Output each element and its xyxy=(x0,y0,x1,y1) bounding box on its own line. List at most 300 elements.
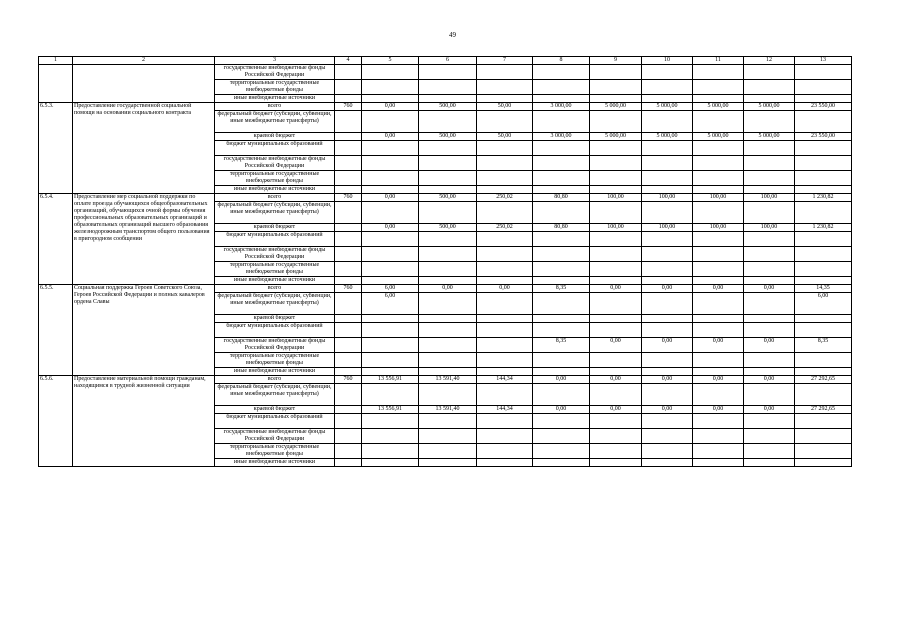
column-number-header: 13 xyxy=(795,57,852,65)
page-number: 49 xyxy=(449,31,456,39)
amount-cell xyxy=(795,247,852,262)
amount-cell xyxy=(642,202,693,224)
amount-cell xyxy=(693,459,744,467)
amount-cell xyxy=(419,384,477,406)
amount-cell: 6,00 xyxy=(362,293,419,315)
amount-cell xyxy=(477,414,533,429)
amount-cell xyxy=(693,95,744,103)
column-number-header: 4 xyxy=(335,57,362,65)
amount-cell: 5 000,00 xyxy=(590,133,642,141)
budget-code xyxy=(335,80,362,95)
amount-cell: 5 000,00 xyxy=(744,103,795,111)
amount-cell: 80,80 xyxy=(533,194,590,202)
amount-cell xyxy=(744,156,795,171)
amount-cell xyxy=(693,202,744,224)
amount-cell xyxy=(693,65,744,80)
amount-cell: 0,00 xyxy=(642,376,693,384)
funding-source: краевой бюджет xyxy=(215,315,335,323)
amount-cell xyxy=(362,141,419,156)
funding-source: территориальные государственные внебюджетные фонды xyxy=(215,80,335,95)
item-number: 6.5.3. xyxy=(39,103,73,194)
column-number-header: 3 xyxy=(215,57,335,65)
amount-cell xyxy=(642,80,693,95)
amount-cell: 100,00 xyxy=(590,224,642,232)
funding-source: территориальные государственные внебюджетные фонды xyxy=(215,353,335,368)
amount-cell: 0,00 xyxy=(693,406,744,414)
amount-cell xyxy=(642,186,693,194)
amount-cell xyxy=(642,293,693,315)
funding-source: краевой бюджет xyxy=(215,224,335,232)
amount-cell xyxy=(693,232,744,247)
amount-cell: 23 550,00 xyxy=(795,103,852,111)
amount-cell xyxy=(795,171,852,186)
amount-cell xyxy=(693,315,744,323)
amount-cell xyxy=(362,80,419,95)
amount-cell xyxy=(419,368,477,376)
amount-cell xyxy=(795,202,852,224)
amount-cell xyxy=(590,323,642,338)
budget-code xyxy=(335,111,362,133)
amount-cell: 8,35 xyxy=(795,338,852,353)
amount-cell xyxy=(744,277,795,285)
amount-cell xyxy=(362,353,419,368)
amount-cell xyxy=(590,368,642,376)
amount-cell xyxy=(744,80,795,95)
amount-cell xyxy=(693,156,744,171)
funding-source: краевой бюджет xyxy=(215,406,335,414)
amount-cell xyxy=(362,323,419,338)
amount-cell xyxy=(693,277,744,285)
amount-cell xyxy=(744,368,795,376)
amount-cell xyxy=(744,323,795,338)
amount-cell: 13 556,91 xyxy=(362,376,419,384)
amount-cell: 3 000,00 xyxy=(533,133,590,141)
amount-cell xyxy=(693,262,744,277)
amount-cell xyxy=(419,429,477,444)
amount-cell xyxy=(533,368,590,376)
amount-cell xyxy=(362,232,419,247)
funding-source: федеральный бюджет (субсидии, субвенции, иные межбюджетные трансферты) xyxy=(215,384,335,406)
amount-cell: 500,00 xyxy=(419,133,477,141)
amount-cell xyxy=(590,202,642,224)
amount-cell xyxy=(419,156,477,171)
amount-cell xyxy=(477,384,533,406)
amount-cell: 5 000,00 xyxy=(693,133,744,141)
amount-cell xyxy=(590,65,642,80)
item-number: 6.5.6. xyxy=(39,376,73,467)
budget-code xyxy=(335,338,362,353)
amount-cell: 8,35 xyxy=(533,338,590,353)
amount-cell xyxy=(590,95,642,103)
amount-cell: 5 000,00 xyxy=(693,103,744,111)
amount-cell: 0,00 xyxy=(362,133,419,141)
budget-code xyxy=(335,277,362,285)
item-name: Предоставление мер социальной поддержки по оплате проезда обучающихся общеобразовательных организаций, обучающихся очной формы обучения профессиональных образовательных организаций и образовательных организаций высшего образования железнодорожным транспортом общего пользования в пригородном сообщении xyxy=(73,194,215,285)
amount-cell: 0,00 xyxy=(642,338,693,353)
amount-cell xyxy=(693,80,744,95)
budget-code xyxy=(335,133,362,141)
amount-cell: 0,00 xyxy=(744,376,795,384)
amount-cell xyxy=(795,156,852,171)
amount-cell xyxy=(533,186,590,194)
amount-cell: 0,00 xyxy=(590,338,642,353)
amount-cell xyxy=(590,315,642,323)
program-finance-table xyxy=(38,56,852,467)
column-number-header: 5 xyxy=(362,57,419,65)
amount-cell xyxy=(419,171,477,186)
amount-cell: 14,35 xyxy=(795,285,852,293)
amount-cell: 0,00 xyxy=(693,285,744,293)
amount-cell xyxy=(533,202,590,224)
amount-cell xyxy=(795,95,852,103)
budget-code: 760 xyxy=(335,103,362,111)
amount-cell xyxy=(590,414,642,429)
amount-cell xyxy=(533,171,590,186)
amount-cell: 1 230,82 xyxy=(795,194,852,202)
amount-cell: 100,00 xyxy=(693,194,744,202)
amount-cell xyxy=(795,111,852,133)
amount-cell xyxy=(642,171,693,186)
amount-cell xyxy=(693,353,744,368)
amount-cell: 0,00 xyxy=(744,285,795,293)
amount-cell xyxy=(642,65,693,80)
amount-cell xyxy=(590,111,642,133)
amount-cell xyxy=(642,384,693,406)
budget-code xyxy=(335,429,362,444)
amount-cell xyxy=(795,80,852,95)
amount-cell xyxy=(744,384,795,406)
amount-cell: 13 556,91 xyxy=(362,406,419,414)
amount-cell xyxy=(533,429,590,444)
amount-cell xyxy=(590,384,642,406)
amount-cell xyxy=(590,353,642,368)
amount-cell: 500,00 xyxy=(419,103,477,111)
amount-cell xyxy=(590,171,642,186)
amount-cell xyxy=(795,323,852,338)
amount-cell xyxy=(419,95,477,103)
amount-cell xyxy=(744,315,795,323)
budget-code xyxy=(335,353,362,368)
amount-cell xyxy=(693,323,744,338)
budget-code xyxy=(335,186,362,194)
amount-cell xyxy=(533,384,590,406)
amount-cell xyxy=(693,384,744,406)
amount-cell xyxy=(419,459,477,467)
amount-cell: 0,00 xyxy=(590,406,642,414)
table-row xyxy=(39,285,852,293)
amount-cell xyxy=(362,202,419,224)
amount-cell xyxy=(362,315,419,323)
amount-cell xyxy=(362,171,419,186)
amount-cell xyxy=(795,368,852,376)
amount-cell xyxy=(642,247,693,262)
amount-cell xyxy=(362,262,419,277)
budget-code xyxy=(335,459,362,467)
funding-source: территориальные государственные внебюджетные фонды xyxy=(215,171,335,186)
funding-source: федеральный бюджет (субсидии, субвенции, иные межбюджетные трансферты) xyxy=(215,111,335,133)
amount-cell: 13 591,40 xyxy=(419,376,477,384)
amount-cell xyxy=(642,444,693,459)
amount-cell xyxy=(362,186,419,194)
amount-cell xyxy=(533,141,590,156)
budget-code xyxy=(335,202,362,224)
budget-code: 760 xyxy=(335,194,362,202)
amount-cell xyxy=(693,429,744,444)
funding-source: иные внебюджетные источники xyxy=(215,368,335,376)
amount-cell xyxy=(533,293,590,315)
amount-cell xyxy=(642,414,693,429)
amount-cell xyxy=(533,262,590,277)
amount-cell: 144,34 xyxy=(477,376,533,384)
amount-cell xyxy=(533,323,590,338)
amount-cell xyxy=(795,315,852,323)
amount-cell xyxy=(419,277,477,285)
amount-cell xyxy=(744,202,795,224)
amount-cell xyxy=(362,414,419,429)
amount-cell xyxy=(795,414,852,429)
amount-cell xyxy=(590,80,642,95)
amount-cell xyxy=(477,171,533,186)
amount-cell: 5 000,00 xyxy=(590,103,642,111)
amount-cell xyxy=(362,368,419,376)
amount-cell xyxy=(419,202,477,224)
funding-source: иные внебюджетные источники xyxy=(215,277,335,285)
funding-source: государственные внебюджетные фонды Российской Федерации xyxy=(215,429,335,444)
amount-cell: 3 000,00 xyxy=(533,103,590,111)
amount-cell xyxy=(477,80,533,95)
amount-cell xyxy=(744,171,795,186)
amount-cell xyxy=(533,80,590,95)
amount-cell xyxy=(590,247,642,262)
column-number-header: 10 xyxy=(642,57,693,65)
amount-cell xyxy=(477,111,533,133)
funding-source: бюджет муниципальных образований xyxy=(215,232,335,247)
budget-code xyxy=(335,315,362,323)
funding-source: всего xyxy=(215,285,335,293)
budget-code xyxy=(335,156,362,171)
amount-cell xyxy=(362,65,419,80)
amount-cell xyxy=(533,315,590,323)
amount-cell: 100,00 xyxy=(642,194,693,202)
amount-cell xyxy=(590,141,642,156)
amount-cell: 0,00 xyxy=(533,376,590,384)
amount-cell xyxy=(419,247,477,262)
amount-cell xyxy=(362,459,419,467)
amount-cell xyxy=(642,111,693,133)
amount-cell: 0,00 xyxy=(419,285,477,293)
budget-code: 760 xyxy=(335,376,362,384)
amount-cell xyxy=(744,141,795,156)
amount-cell xyxy=(744,444,795,459)
amount-cell xyxy=(642,232,693,247)
item-name: Предоставление материальной помощи гражданам, находящимся в трудной жизненной ситуации xyxy=(73,376,215,467)
amount-cell xyxy=(693,414,744,429)
amount-cell xyxy=(533,414,590,429)
amount-cell: 0,00 xyxy=(362,224,419,232)
funding-source: всего xyxy=(215,194,335,202)
funding-source: иные внебюджетные источники xyxy=(215,95,335,103)
budget-code xyxy=(335,247,362,262)
amount-cell xyxy=(795,232,852,247)
item-name xyxy=(73,65,215,103)
amount-cell: 1 230,82 xyxy=(795,224,852,232)
amount-cell: 50,00 xyxy=(477,133,533,141)
amount-cell: 0,00 xyxy=(362,194,419,202)
amount-cell xyxy=(642,323,693,338)
amount-cell: 27 292,65 xyxy=(795,406,852,414)
amount-cell xyxy=(477,186,533,194)
amount-cell xyxy=(590,232,642,247)
amount-cell xyxy=(642,277,693,285)
funding-source: бюджет муниципальных образований xyxy=(215,414,335,429)
budget-code xyxy=(335,406,362,414)
budget-code xyxy=(335,368,362,376)
amount-cell: 250,02 xyxy=(477,194,533,202)
table-row xyxy=(39,376,852,384)
amount-cell xyxy=(590,429,642,444)
table-row xyxy=(39,194,852,202)
amount-cell: 6,00 xyxy=(795,293,852,315)
amount-cell xyxy=(744,293,795,315)
amount-cell xyxy=(693,186,744,194)
amount-cell xyxy=(533,65,590,80)
amount-cell xyxy=(744,232,795,247)
amount-cell xyxy=(642,315,693,323)
item-name: Социальная поддержка Героев Советского Союза, Героев Российской Федерации и полных кавалеров ордена Славы xyxy=(73,285,215,376)
amount-cell xyxy=(693,444,744,459)
amount-cell xyxy=(795,262,852,277)
amount-cell xyxy=(744,95,795,103)
amount-cell xyxy=(642,429,693,444)
amount-cell xyxy=(533,111,590,133)
item-number: 6.5.4. xyxy=(39,194,73,285)
amount-cell xyxy=(642,368,693,376)
amount-cell xyxy=(477,247,533,262)
budget-code xyxy=(335,171,362,186)
amount-cell: 0,00 xyxy=(642,406,693,414)
amount-cell xyxy=(477,368,533,376)
amount-cell xyxy=(795,429,852,444)
funding-source: государственные внебюджетные фонды Российской Федерации xyxy=(215,338,335,353)
amount-cell xyxy=(590,262,642,277)
amount-cell xyxy=(795,353,852,368)
amount-cell xyxy=(419,80,477,95)
amount-cell xyxy=(533,232,590,247)
item-number xyxy=(39,65,73,103)
amount-cell xyxy=(590,186,642,194)
column-number-header: 11 xyxy=(693,57,744,65)
amount-cell xyxy=(693,111,744,133)
amount-cell: 0,00 xyxy=(590,285,642,293)
amount-cell xyxy=(642,459,693,467)
amount-cell xyxy=(744,247,795,262)
amount-cell xyxy=(744,414,795,429)
amount-cell xyxy=(590,156,642,171)
funding-source: краевой бюджет xyxy=(215,133,335,141)
budget-code xyxy=(335,141,362,156)
amount-cell: 0,00 xyxy=(744,338,795,353)
funding-source: территориальные государственные внебюджетные фонды xyxy=(215,444,335,459)
amount-cell xyxy=(795,186,852,194)
budget-code xyxy=(335,444,362,459)
amount-cell xyxy=(642,262,693,277)
amount-cell: 250,02 xyxy=(477,224,533,232)
amount-cell xyxy=(795,459,852,467)
amount-cell xyxy=(533,277,590,285)
amount-cell: 5 000,00 xyxy=(744,133,795,141)
funding-source: территориальные государственные внебюджетные фонды xyxy=(215,262,335,277)
amount-cell xyxy=(419,315,477,323)
amount-cell xyxy=(419,232,477,247)
budget-code: 760 xyxy=(335,285,362,293)
amount-cell xyxy=(744,353,795,368)
amount-cell xyxy=(744,459,795,467)
column-numbers-row xyxy=(39,57,852,65)
amount-cell xyxy=(477,262,533,277)
table-row xyxy=(39,65,852,80)
amount-cell xyxy=(477,444,533,459)
amount-cell: 100,00 xyxy=(744,194,795,202)
amount-cell xyxy=(477,156,533,171)
amount-cell xyxy=(477,323,533,338)
amount-cell xyxy=(362,247,419,262)
funding-source: бюджет муниципальных образований xyxy=(215,323,335,338)
amount-cell xyxy=(419,414,477,429)
amount-cell: 0,00 xyxy=(590,376,642,384)
amount-cell: 0,00 xyxy=(642,285,693,293)
amount-cell xyxy=(419,353,477,368)
amount-cell xyxy=(642,156,693,171)
amount-cell xyxy=(590,459,642,467)
amount-cell xyxy=(642,95,693,103)
amount-cell xyxy=(795,444,852,459)
amount-cell: 100,00 xyxy=(642,224,693,232)
item-name: Предоставление государственной социальной помощи на основании социального контракта xyxy=(73,103,215,194)
amount-cell xyxy=(477,202,533,224)
funding-source: всего xyxy=(215,103,335,111)
amount-cell xyxy=(744,262,795,277)
amount-cell xyxy=(477,277,533,285)
budget-code xyxy=(335,293,362,315)
amount-cell xyxy=(362,338,419,353)
budget-code xyxy=(335,323,362,338)
amount-cell xyxy=(419,323,477,338)
amount-cell xyxy=(693,293,744,315)
budget-code xyxy=(335,384,362,406)
amount-cell xyxy=(744,186,795,194)
funding-source: всего xyxy=(215,376,335,384)
amount-cell xyxy=(362,444,419,459)
amount-cell xyxy=(795,141,852,156)
amount-cell xyxy=(795,384,852,406)
amount-cell xyxy=(795,277,852,285)
amount-cell xyxy=(477,353,533,368)
amount-cell xyxy=(533,247,590,262)
amount-cell xyxy=(362,111,419,133)
amount-cell: 0,00 xyxy=(477,285,533,293)
budget-code xyxy=(335,414,362,429)
amount-cell: 5 000,00 xyxy=(642,133,693,141)
amount-cell xyxy=(693,368,744,376)
amount-cell xyxy=(477,315,533,323)
amount-cell xyxy=(744,111,795,133)
funding-source: иные внебюджетные источники xyxy=(215,459,335,467)
amount-cell xyxy=(419,338,477,353)
amount-cell xyxy=(362,95,419,103)
amount-cell: 27 292,65 xyxy=(795,376,852,384)
amount-cell xyxy=(477,232,533,247)
amount-cell: 0,00 xyxy=(533,406,590,414)
